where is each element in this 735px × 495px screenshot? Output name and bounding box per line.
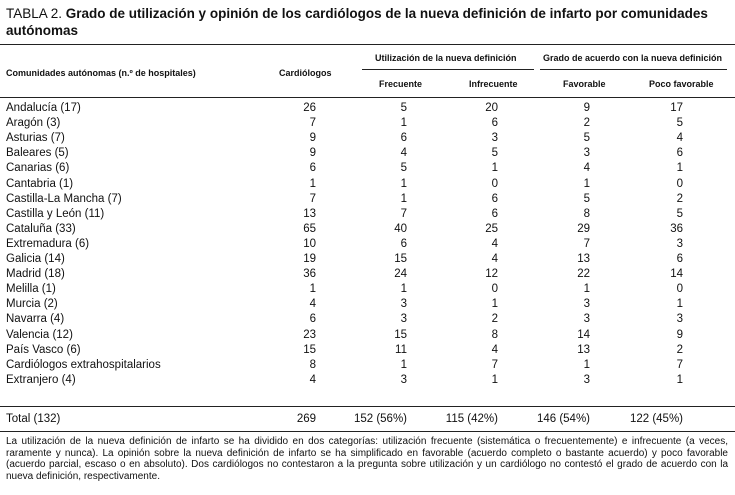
table-title — [6, 5, 728, 39]
total-row-poco: 122 (45%) — [629, 413, 683, 425]
table-row-poco: 3 — [676, 313, 683, 325]
table-row-frecuente: 15 — [394, 329, 407, 341]
table-row-name: Melilla (1) — [6, 283, 56, 295]
table-row-poco: 4 — [676, 132, 683, 144]
table-row-frecuente: 4 — [400, 147, 407, 159]
table-row-name: Asturias (7) — [6, 132, 65, 144]
table-row-favorable: 8 — [583, 208, 590, 220]
table-row-cardiologos: 1 — [309, 178, 316, 190]
table-row-infrecuente: 5 — [491, 147, 498, 159]
table-row-cardiologos: 8 — [309, 359, 316, 371]
table-row-cardiologos: 13 — [303, 208, 316, 220]
table-row-favorable: 4 — [583, 162, 590, 174]
table-row-frecuente: 6 — [400, 238, 407, 250]
table-row-cardiologos: 23 — [303, 329, 316, 341]
table-row-poco: 9 — [676, 329, 683, 341]
header-group-acuerdo: Grado de acuerdo con la nueva definición — [543, 53, 723, 63]
table-row-cardiologos: 9 — [309, 147, 316, 159]
table-row-favorable: 9 — [583, 102, 590, 114]
table-row-infrecuente: 2 — [491, 313, 498, 325]
top-rule — [0, 44, 735, 45]
table-row-infrecuente: 6 — [491, 208, 498, 220]
total-rule — [0, 406, 735, 407]
table-row-name: Aragón (3) — [6, 117, 61, 129]
table-row-cardiologos: 6 — [309, 313, 316, 325]
table-row-poco: 36 — [670, 223, 683, 235]
table-row-cardiologos: 7 — [309, 117, 316, 129]
table-row-infrecuente: 20 — [485, 102, 498, 114]
table-row-favorable: 3 — [583, 147, 590, 159]
total-row-cardiologos: 269 — [296, 413, 316, 425]
table-row-name: Madrid (18) — [6, 268, 65, 280]
table-row-infrecuente: 1 — [491, 162, 498, 174]
table-row-poco: 0 — [676, 178, 683, 190]
table-row-name: Canarias (6) — [6, 162, 70, 174]
table-row-infrecuente: 25 — [485, 223, 498, 235]
table-row-favorable: 3 — [583, 313, 590, 325]
table-row-infrecuente: 4 — [491, 344, 498, 356]
table-row-frecuente: 11 — [395, 344, 407, 356]
table-row-frecuente: 5 — [400, 162, 407, 174]
table-row-poco: 2 — [676, 193, 683, 205]
table-row-poco: 17 — [670, 102, 683, 114]
header-cardiologos: Cardiólogos — [279, 68, 332, 78]
table-row-cardiologos: 9 — [309, 132, 316, 144]
table-row-infrecuente: 6 — [491, 193, 498, 205]
table-row-cardiologos: 65 — [303, 223, 316, 235]
table-row-favorable: 13 — [577, 344, 590, 356]
table-row-name: Andalucía (17) — [6, 102, 81, 114]
total-row-favorable: 146 (54%) — [536, 413, 590, 425]
table-row-poco: 0 — [676, 283, 683, 295]
table-label: TABLA 2. — [6, 6, 63, 21]
table-row-cardiologos: 26 — [303, 102, 316, 114]
table-row-frecuente: 40 — [394, 223, 407, 235]
table-row-favorable: 22 — [577, 268, 590, 280]
header-favorable: Favorable — [563, 79, 606, 89]
table-row-name: Valencia (12) — [6, 329, 73, 341]
table-row-frecuente: 1 — [400, 193, 407, 205]
table-row-favorable: 3 — [583, 298, 590, 310]
table-row-name: Cataluña (33) — [6, 223, 76, 235]
bottom-rule — [0, 431, 735, 432]
table-row-poco: 6 — [676, 253, 683, 265]
table-row-cardiologos: 10 — [303, 238, 316, 250]
table-row-favorable: 13 — [577, 253, 590, 265]
table-row-infrecuente: 8 — [491, 329, 498, 341]
group-rule-acuerdo — [540, 69, 727, 70]
table-row-cardiologos: 19 — [303, 253, 316, 265]
table-row-favorable: 5 — [583, 193, 590, 205]
table-row-frecuente: 24 — [394, 268, 407, 280]
table-row-poco: 5 — [676, 117, 683, 129]
table-row-infrecuente: 4 — [491, 238, 498, 250]
table-row-infrecuente: 0 — [491, 283, 498, 295]
table-row-cardiologos: 6 — [309, 162, 316, 174]
table-row-favorable: 29 — [577, 223, 590, 235]
table-row-frecuente: 1 — [400, 283, 407, 295]
table-caption: Grado de utilización y opinión de los cardiólogos de la nueva definición de infarto por comunidades autónomas — [6, 6, 708, 38]
table-row-frecuente: 3 — [400, 313, 407, 325]
table-row-poco: 7 — [676, 359, 683, 371]
table-row-frecuente: 3 — [400, 298, 407, 310]
table-row-frecuente: 7 — [400, 208, 407, 220]
table-row-poco: 14 — [670, 268, 683, 280]
header-poco-favorable: Poco favorable — [649, 79, 714, 89]
table-row-favorable: 2 — [583, 117, 590, 129]
table-row-name: País Vasco (6) — [6, 344, 81, 356]
total-row-infrecuente: 115 (42%) — [445, 413, 498, 425]
table-row-name: Murcia (2) — [6, 298, 58, 310]
table-row-cardiologos: 4 — [309, 298, 316, 310]
table-row-infrecuente: 1 — [491, 374, 498, 386]
header-infrecuente: Infrecuente — [469, 79, 518, 89]
table-row-cardiologos: 36 — [303, 268, 316, 280]
table-row-favorable: 1 — [583, 283, 590, 295]
table-row-poco: 1 — [676, 298, 683, 310]
total-row-frecuente: 152 (56%) — [353, 413, 407, 425]
table-row-name: Extremadura (6) — [6, 238, 90, 250]
table-row-favorable: 1 — [583, 178, 590, 190]
table-row-name: Cardiólogos extrahospitalarios — [6, 359, 161, 371]
table-row-frecuente: 1 — [400, 359, 407, 371]
total-row-name: Total (132) — [6, 413, 61, 425]
group-rule-utilizacion — [362, 69, 534, 70]
table-row-favorable: 5 — [583, 132, 590, 144]
table-row-frecuente: 1 — [400, 178, 407, 190]
table-row-infrecuente: 7 — [491, 359, 498, 371]
header-group-utilizacion: Utilización de la nueva definición — [375, 53, 517, 63]
table-row-cardiologos: 7 — [309, 193, 316, 205]
table-row-favorable: 14 — [577, 329, 590, 341]
table-row-name: Navarra (4) — [6, 313, 65, 325]
table-row-name: Castilla-La Mancha (7) — [6, 193, 122, 205]
table-footnote: La utilización de la nueva definición de infarto se ha dividido en dos categorías: utilización frecuente (sistemática o frecuentemente) e infrecuente (a veces, raramente y nunca). La opinión sobre la nueva definición de infarto se ha simplificado en favorable (acuerdo completo o bastante acuerdo) y poco favorable (acuerdo parcial, escaso o en absoluto). Dos cardiólogos no contestaron a la pregunta sobre utilización y un cardiólogo no contestó el grado de acuerdo con la nueva definición, respectivamente. — [6, 436, 728, 482]
table-row-cardiologos: 15 — [303, 344, 316, 356]
table-row-poco: 3 — [676, 238, 683, 250]
table-row-infrecuente: 6 — [491, 117, 498, 129]
table-row-name: Castilla y León (11) — [6, 208, 105, 220]
table-row-name: Galicia (14) — [6, 253, 65, 265]
table-row-poco: 1 — [676, 374, 683, 386]
table-row-infrecuente: 1 — [491, 298, 498, 310]
table-row-favorable: 7 — [583, 238, 590, 250]
table-row-poco: 6 — [676, 147, 683, 159]
header-rule — [0, 97, 735, 98]
table-row-name: Baleares (5) — [6, 147, 69, 159]
table-row-frecuente: 6 — [400, 132, 407, 144]
table-row-name: Cantabria (1) — [6, 178, 74, 190]
table-row-poco: 2 — [676, 344, 683, 356]
header-region: Comunidades autónomas (n.º de hospitales) — [6, 68, 196, 78]
table-row-favorable: 1 — [583, 359, 590, 371]
table-row-frecuente: 1 — [400, 117, 407, 129]
table-row-frecuente: 15 — [394, 253, 407, 265]
table-row-frecuente: 5 — [400, 102, 407, 114]
table-row-frecuente: 3 — [400, 374, 407, 386]
table-row-cardiologos: 4 — [309, 374, 316, 386]
table-row-cardiologos: 1 — [309, 283, 316, 295]
table-row-favorable: 3 — [583, 374, 590, 386]
table-row-infrecuente: 12 — [485, 268, 498, 280]
table-row-name: Extranjero (4) — [6, 374, 76, 386]
table-row-infrecuente: 0 — [491, 178, 498, 190]
table-row-poco: 5 — [676, 208, 683, 220]
table-row-poco: 1 — [676, 162, 683, 174]
table-row-infrecuente: 3 — [491, 132, 498, 144]
table-row-infrecuente: 4 — [491, 253, 498, 265]
header-frecuente: Frecuente — [379, 79, 423, 89]
